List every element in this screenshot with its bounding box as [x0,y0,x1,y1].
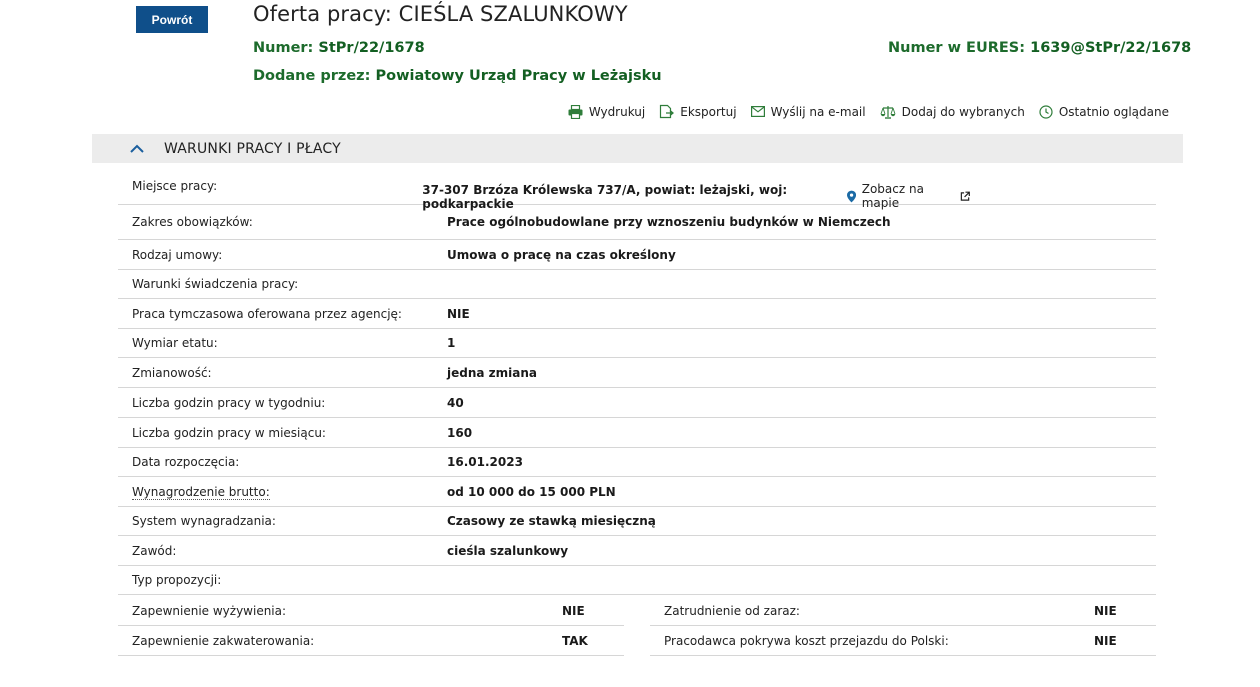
map-link-label: Zobacz na mapie [861,182,924,210]
detail-pair-row [118,596,1156,626]
detail-label-text: Miejsce pracy: [132,179,218,193]
detail-pair-left [118,626,624,656]
detail-pair-row [118,626,1156,656]
added-by-label: Dodane przez: [253,68,371,84]
detail-label-text: Data rozpoczęcia: [132,455,240,469]
detail-row [118,172,1156,211]
print-button[interactable] [568,105,645,119]
detail-pair-right [650,596,1156,626]
detail-label-text: Zmianowość: [132,365,212,380]
detail-label: Zatrudnienie od zaraz: [664,603,800,618]
offer-number-value: StPr/22/1678 [318,40,425,56]
added-by-value: Powiatowy Urząd Pracy w Leżajsku [375,68,662,84]
detail-value: 1 [447,336,456,350]
detail-label [118,455,447,469]
recent-label: Ostatnio oglądane [1058,104,1169,119]
detail-label [118,573,447,587]
chevron-up-icon [130,144,144,153]
detail-value: NIE [1094,603,1117,618]
details-list [118,172,1156,595]
detail-label [118,172,422,193]
detail-label-text: System wynagradzania: [132,514,276,528]
detail-row [118,566,1156,595]
detail-value: Czasowy ze stawką miesięczną [447,514,656,528]
eures-number-value: 1639@StPr/22/1678 [1030,40,1192,56]
detail-label [118,544,447,558]
detail-row [118,477,1156,507]
detail-label-text: Rodzaj umowy: [132,247,223,262]
back-button[interactable]: Powrót [136,6,208,33]
map-pin-icon [847,190,856,203]
offer-number-label: Numer: [253,40,314,56]
detail-label [118,366,447,380]
detail-value: Umowa o pracę na czas określony [447,247,676,262]
detail-label-text: Zakres obowiązków: [132,215,253,229]
detail-row [118,329,1156,358]
email-button[interactable] [751,105,866,119]
scales-icon [880,105,896,119]
offer-number [253,40,425,56]
section-title: WARUNKI PRACY I PŁACY [164,140,341,157]
detail-row [118,358,1156,388]
detail-value: TAK [562,633,588,648]
detail-label-text: Zawód: [132,543,177,558]
export-label: Eksportuj [680,104,737,119]
clock-icon [1039,105,1053,119]
detail-label: Zapewnienie zakwaterowania: [132,633,315,648]
detail-row [118,388,1156,418]
print-label: Wydrukuj [588,104,646,119]
detail-label-text: Liczba godzin pracy w tygodniu: [132,395,326,410]
detail-label-text: Warunki świadczenia pracy: [132,277,299,291]
detail-row [118,270,1156,299]
detail-label: Pracodawca pokrywa koszt przejazdu do Polski: [664,633,949,648]
printer-icon [568,105,583,119]
detail-label [118,307,447,321]
detail-label [118,336,447,350]
detail-label-text: Wynagrodzenie brutto: [132,484,270,499]
export-icon [659,104,674,119]
detail-pair-left [118,596,624,626]
detail-value: 160 [447,425,473,440]
detail-value: NIE [1094,633,1117,648]
detail-value: Prace ogólnobudowlane przy wznoszeniu budynków w Niemczech [447,215,891,229]
detail-row [118,240,1156,270]
detail-label [118,514,447,528]
export-button[interactable] [659,104,736,119]
detail-row [118,507,1156,536]
detail-row [118,299,1156,329]
detail-value: jedna zmiana [447,365,537,380]
eures-number-label: Numer w EURES: [888,40,1026,56]
page-title: Oferta pracy: CIEŚLA SZALUNKOWY [253,2,628,26]
envelope-icon [751,106,765,117]
add-to-favorites-button[interactable] [880,105,1025,119]
detail-label [118,277,447,291]
detail-label-text: Praca tymczasowa oferowana przez agencję: [132,306,402,321]
detail-label-text: Typ propozycji: [132,573,222,587]
detail-value: od 10 000 do 15 000 PLN [447,484,616,499]
detail-value: NIE [447,306,470,321]
email-label: Wyślij na e-mail [770,104,866,119]
detail-label: Zapewnienie wyżywienia: [132,603,287,618]
detail-label [118,248,447,262]
detail-label-text: Wymiar etatu: [132,336,218,350]
detail-value: 16.01.2023 [447,455,523,469]
recently-viewed-button[interactable] [1039,105,1169,119]
eures-number [888,40,1191,56]
detail-label [118,485,447,499]
section-toggle[interactable] [92,134,1183,163]
favorites-label: Dodaj do wybranych [901,104,1025,119]
action-toolbar [554,104,1169,119]
detail-value: NIE [562,603,585,618]
detail-value: 37-307 Brzóza Królewska 737/A, powiat: leżajski, woj: podkarpackie [422,183,788,211]
detail-label [118,215,447,229]
detail-value: cieśla szalunkowy [447,543,569,558]
detail-label [118,426,447,440]
detail-label-text: Liczba godzin pracy w miesiącu: [132,425,326,440]
detail-row [118,536,1156,566]
added-by [253,68,662,84]
detail-pair-right [650,626,1156,656]
external-link-icon [960,191,970,202]
detail-row [118,418,1156,448]
show-on-map-link[interactable] [847,172,976,210]
detail-label [118,396,447,410]
detail-row [118,448,1156,477]
detail-value: 40 [447,395,464,410]
